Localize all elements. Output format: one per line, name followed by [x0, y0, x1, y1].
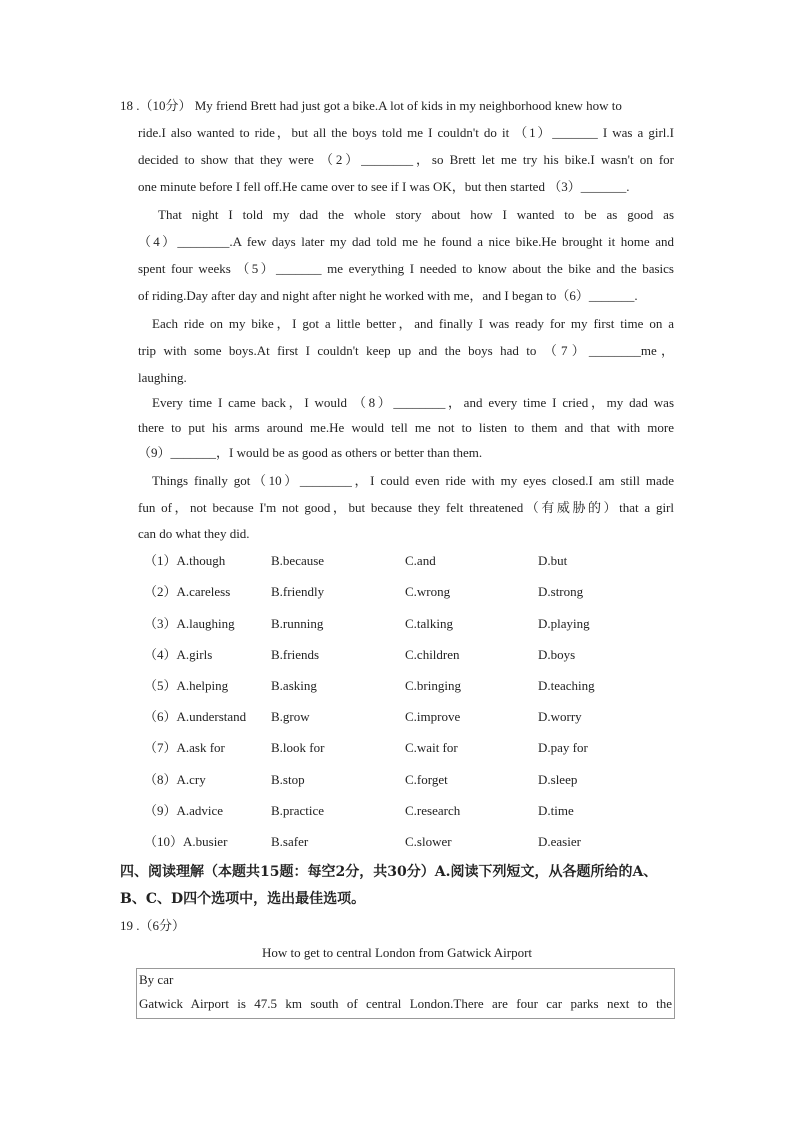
q18-line-13: there to put his arms around me.He would tell me not to listen to them and that with more [138, 420, 674, 435]
q18-line-9: Each ride on my bike，I got a little better，and finally I was ready for my first time on a [152, 316, 674, 331]
option-choice: D.time [538, 803, 574, 818]
option-choice: D.but [538, 553, 568, 568]
option-choice: （4）A.girls [144, 647, 213, 662]
q18-line-3: decided to show that they were （2）________，so Brett let me try his bike.I wasn't on for [138, 152, 674, 167]
option-choice: （6）A.understand [144, 709, 247, 724]
q18-line-14: （9）_______，I would be as good as others or better than them. [138, 445, 483, 460]
option-choice: B.friendly [271, 584, 325, 599]
option-choice: B.asking [271, 678, 317, 693]
option-choice: D.pay for [538, 740, 588, 755]
option-choice: C.wrong [405, 584, 451, 599]
option-choice: B.stop [271, 772, 305, 787]
option-choice: D.playing [538, 616, 590, 631]
option-choice: B.friends [271, 647, 320, 662]
option-choice: （5）A.helping [144, 678, 229, 693]
q19-info-box [136, 968, 675, 1019]
option-choice: C.wait for [405, 740, 458, 755]
option-choice: （3）A.laughing [144, 616, 235, 631]
option-choice: D.teaching [538, 678, 595, 693]
option-choice: C.and [405, 553, 436, 568]
q18-line-8: of riding.Day after day and night after night he worked with me，and I began to（6）_______. [138, 288, 638, 303]
q19-box-heading: By car [139, 972, 174, 987]
option-choice: B.safer [271, 834, 309, 849]
option-row [144, 552, 644, 569]
option-row [144, 708, 644, 725]
option-choice: B.because [271, 553, 325, 568]
option-choice: （2）A.careless [144, 584, 231, 599]
option-row [144, 615, 644, 632]
option-choice: B.grow [271, 709, 310, 724]
option-choice: D.easier [538, 834, 581, 849]
q18-line-7: spent four weeks （5）_______ me everything I needed to know about the bike and the basics [138, 261, 674, 276]
q18-line-1: 18 .（10分） My friend Brett had just got a bike.A lot of kids in my neighborhood knew how to [120, 98, 622, 113]
q18-line-12: Every time I came back，I would （8）________，and every time I cried，my dad was [152, 395, 674, 410]
option-choice: C.improve [405, 709, 461, 724]
option-choice: C.talking [405, 616, 454, 631]
option-row [144, 802, 644, 819]
q18-line-15: Things finally got（10）________，I could even ride with my eyes closed.I am still made [152, 473, 674, 488]
option-choice: （9）A.advice [144, 803, 224, 818]
q18-line-16: fun of，not because I'm not good，but because they felt threatened（有威胁的）that a girl [138, 500, 674, 515]
q18-line-6: （4）________.A few days later my dad told me he found a nice bike.He brought it home and [138, 234, 674, 249]
q19-box-text: Gatwick Airport is 47.5 km south of central London.There are four car parks next to the [139, 996, 672, 1011]
option-choice: C.children [405, 647, 460, 662]
option-row [144, 677, 644, 694]
q19-title: How to get to central London from Gatwick Airport [261, 945, 533, 960]
section-heading-line-2: B、C、D四个选项中，选出最佳选项。 [120, 891, 366, 907]
option-choice: B.running [271, 616, 324, 631]
q18-line-2: ride.I also wanted to ride，but all the boys told me I couldn't do it （1）_______ I was a girl.I [138, 125, 674, 140]
q18-line-11: laughing. [138, 370, 187, 385]
option-choice: B.practice [271, 803, 325, 818]
q19-label: 19 .（6分） [120, 918, 186, 933]
option-choice: C.bringing [405, 678, 461, 693]
option-choice: C.slower [405, 834, 452, 849]
option-choice: D.sleep [538, 772, 578, 787]
q18-line-4: one minute before I fell off.He came over to see if I was OK，but then started （3）_______. [138, 179, 630, 194]
option-choice: B.look for [271, 740, 325, 755]
option-row [144, 771, 644, 788]
section-heading-line-1: 四、阅读理解（本题共15题：每空2分，共30分）A.阅读下列短文，从各题所给的A、 [120, 864, 658, 880]
option-row [144, 739, 644, 756]
option-choice: （10）A.busier [144, 834, 228, 849]
option-choice: D.strong [538, 584, 584, 599]
option-row [144, 833, 644, 850]
option-choice: （1）A.though [144, 553, 226, 568]
option-choice: D.boys [538, 647, 576, 662]
option-choice: D.worry [538, 709, 582, 724]
q18-line-17: can do what they did. [138, 526, 250, 541]
option-choice: （7）A.ask for [144, 740, 225, 755]
option-choice: （8）A.cry [144, 772, 206, 787]
q18-line-5: That night I told my dad the whole story about how I wanted to be as good as [158, 207, 674, 222]
q18-line-10: trip with some boys.At first I couldn't keep up and the boys had to （7）________me， [138, 343, 674, 358]
option-choice: C.forget [405, 772, 448, 787]
option-row [144, 646, 644, 663]
option-choice: C.research [405, 803, 461, 818]
option-row [144, 583, 644, 600]
